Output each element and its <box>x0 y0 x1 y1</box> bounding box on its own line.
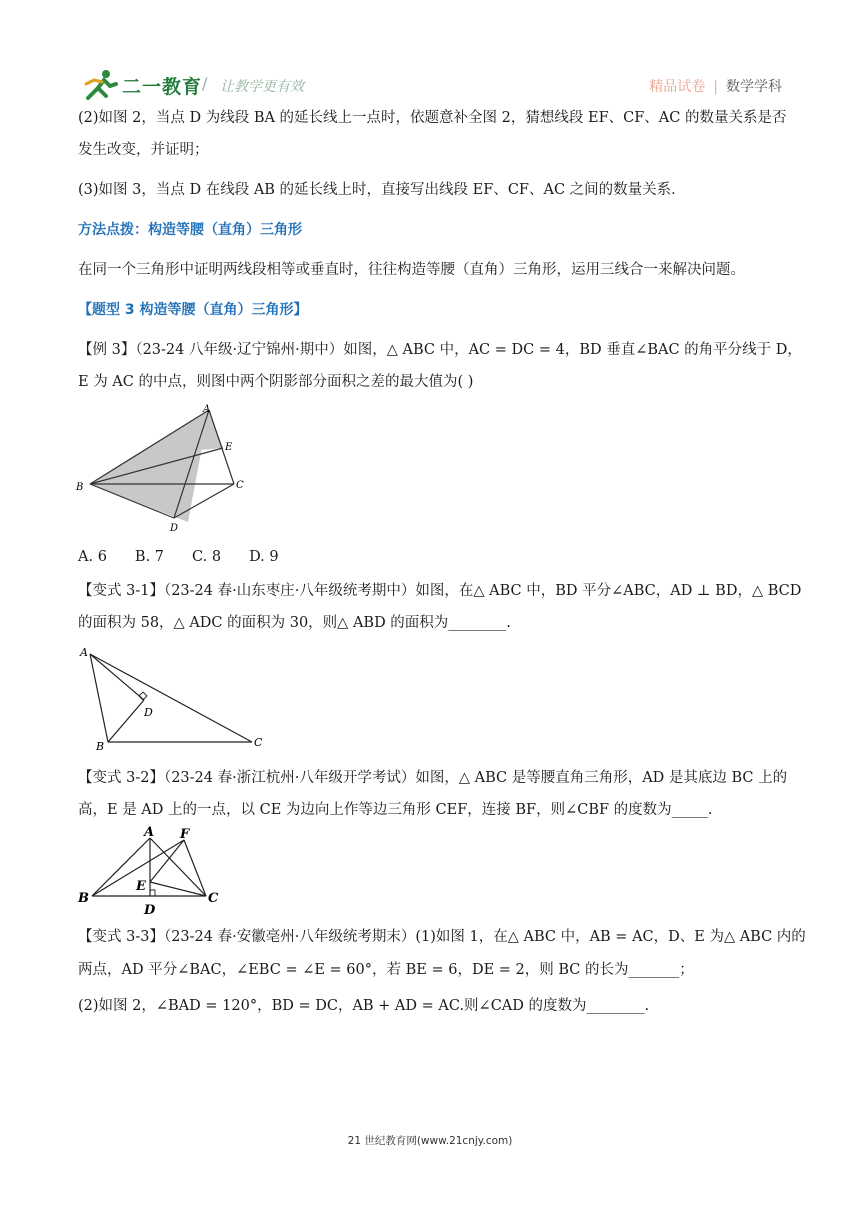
example3-line-2: E 为 AC 的中点，则图中两个阴影部分面积之差的最大值为( ) <box>78 374 474 390</box>
header-label-subject: 数学学科 <box>726 79 782 95</box>
method-text: 在同一个三角形中证明两线段相等或垂直时，往往构造等腰（直角）三角形，运用三线合一来解决问题。 <box>78 262 745 278</box>
type-title: 【题型 3 构造等腰（直角）三角形】 <box>78 302 308 318</box>
logo-text: 二一教育 <box>122 76 203 98</box>
q3-line: (3)如图 3，当点 D 在线段 AB 的延长线上时，直接写出线段 EF、CF、AC 之间的数量关系． <box>78 182 686 198</box>
option-d: D. 9 <box>249 549 279 565</box>
option-a: A. 6 <box>78 549 107 565</box>
fig3-label-C: C <box>208 891 219 906</box>
fig1-label-D: D <box>170 523 179 534</box>
example3-line-1: 【例 3】（23-24 八年级·辽宁锦州·期中）如图，△ ABC 中，AC = DC = 4，BD 垂直∠BAC 的角平分线于 D， <box>78 342 802 358</box>
variant31-line-1: 【变式 3-1】（23-24 春·山东枣庄·八年级统考期中）如图，在△ ABC 中，BD 平分∠ABC，AD ⊥ BD，△ BCD <box>78 583 802 599</box>
q2-line-1: (2)如图 2，当点 D 为线段 BA 的延长线上一点时，依题意补全图 2，猜想线段 EF、CF、AC 的数量关系是否 <box>78 110 787 126</box>
logo-divider: / <box>202 74 208 93</box>
header-subject <box>649 76 782 96</box>
header-label-paper: 精品试卷 <box>649 79 706 95</box>
fig3-label-B: B <box>78 891 89 906</box>
variant32-line-1: 【变式 3-2】（23-24 春·浙江杭州·八年级开学考试）如图，△ ABC 是等腰直角三角形，AD 是其底边 BC 上的 <box>78 770 788 786</box>
logo-slogan: 让教学更有效 <box>220 79 304 95</box>
variant31-figure <box>76 642 276 754</box>
fig2-label-C: C <box>254 736 263 749</box>
fig3-label-F: F <box>180 827 190 842</box>
q2-line-2: 发生改变，并证明； <box>78 142 209 158</box>
fig3-label-D: D <box>144 903 156 918</box>
option-b: B. 7 <box>134 549 165 565</box>
header-separator: | <box>713 79 718 95</box>
fig1-label-A: A <box>203 404 211 415</box>
fig2-label-B: B <box>96 740 105 753</box>
fig1-label-C: C <box>236 480 244 491</box>
variant33-line-1: 【变式 3-3】（23-24 春·安徽亳州·八年级统考期末）(1)如图 1，在△ ABC 中，AB = AC，D、E 为△ ABC 内的 <box>78 929 806 945</box>
variant31-line-2: 的面积为 58，△ ADC 的面积为 30，则△ ABD 的面积为________. <box>78 615 511 631</box>
fig1-label-B: B <box>76 482 84 493</box>
fig2-label-D: D <box>144 706 153 719</box>
brand-logo <box>80 66 340 104</box>
fig3-label-E: E <box>136 879 146 894</box>
runner-logo-icon <box>80 68 120 102</box>
variant33-line-3: (2)如图 2，∠BAD = 120°，BD = DC，AB + AD = AC.则∠CAD 的度数为________. <box>78 998 650 1014</box>
variant32-figure <box>74 822 234 918</box>
variant32-line-2: 高，E 是 AD 上的一点，以 CE 为边向上作等边三角形 CEF，连接 BF，则∠CBF 的度数为_____. <box>78 802 713 818</box>
method-title: 方法点拨：构造等腰（直角）三角形 <box>78 222 302 238</box>
fig3-label-A: A <box>144 825 155 840</box>
variant33-line-2: 两点，AD 平分∠BAC，∠EBC = ∠E = 60°，若 BE = 6，DE = 2，则 BC 的长为_______； <box>78 962 694 978</box>
fig1-label-E: E <box>225 442 233 453</box>
fig2-label-A: A <box>80 646 88 659</box>
footer: 21 世纪教育网(www.21cnjy.com) <box>347 1135 513 1147</box>
example3-options <box>78 549 279 565</box>
example3-figure <box>70 400 260 535</box>
option-c: C. 8 <box>192 549 222 565</box>
